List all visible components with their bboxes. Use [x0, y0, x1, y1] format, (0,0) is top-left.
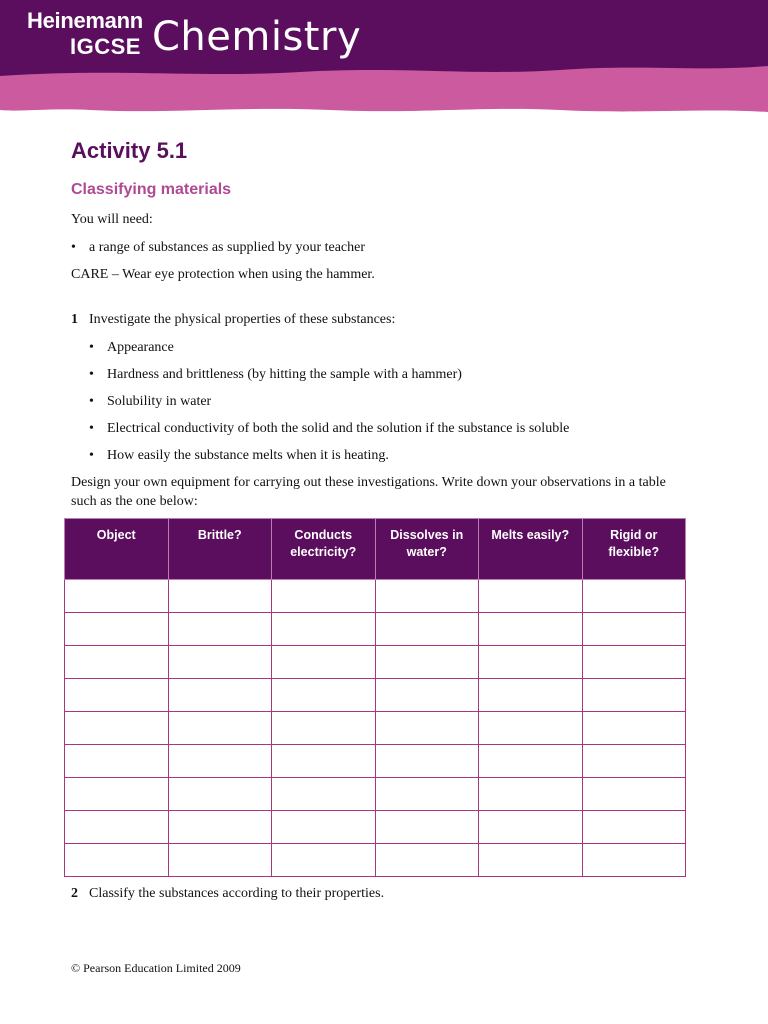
design-instructions: Design your own equipment for carrying out these investigations. Write down your observations in a table such as the one below:	[71, 475, 666, 509]
table-row	[65, 712, 686, 745]
table-cell	[65, 646, 169, 679]
table-cell	[272, 778, 376, 811]
table-cell	[272, 580, 376, 613]
table-row	[65, 613, 686, 646]
column-header: Dissolves in water?	[375, 519, 479, 580]
care-note: CARE – Wear eye protection when using the hammer.	[71, 267, 375, 282]
table-cell	[168, 580, 272, 613]
table-cell	[375, 844, 479, 877]
table-cell	[582, 844, 686, 877]
table-row	[65, 679, 686, 712]
bullet-icon: •	[89, 448, 94, 463]
column-header: Rigid or flexible?	[582, 519, 686, 580]
table-row	[65, 646, 686, 679]
question-text: Classify the substances according to their properties.	[89, 886, 385, 901]
copyright: © Pearson Education Limited 2009	[71, 961, 241, 975]
table-cell	[168, 679, 272, 712]
bullet-icon: •	[89, 394, 94, 409]
table-cell	[582, 679, 686, 712]
activity-subtitle: Classifying materials	[71, 181, 232, 198]
table-cell	[479, 811, 583, 844]
table-cell	[375, 679, 479, 712]
table-cell	[582, 646, 686, 679]
table-cell	[168, 844, 272, 877]
table-cell	[479, 646, 583, 679]
needs-item-text: a range of substances as supplied by your teacher	[89, 240, 366, 255]
property-item: • Electrical conductivity of both the solid and the solution if the substance is soluble	[89, 421, 570, 436]
table-cell	[168, 811, 272, 844]
table-row	[65, 811, 686, 844]
property-item: • Appearance	[89, 340, 174, 355]
table-cell	[65, 844, 169, 877]
table-cell	[582, 613, 686, 646]
brand-series: IGCSE	[70, 34, 141, 59]
question-number: 1	[71, 312, 78, 327]
bullet-icon: •	[89, 367, 94, 382]
table-row	[65, 745, 686, 778]
table-cell	[582, 778, 686, 811]
table-cell	[375, 613, 479, 646]
table-cell	[272, 712, 376, 745]
table-cell	[65, 679, 169, 712]
table-cell	[479, 844, 583, 877]
column-header: Melts easily?	[479, 519, 583, 580]
subject-title: Chemistry	[152, 14, 362, 60]
table-cell	[168, 778, 272, 811]
bullet-icon: •	[89, 421, 94, 436]
table-cell	[65, 745, 169, 778]
table-header-row	[65, 519, 686, 580]
table-cell	[272, 613, 376, 646]
table-cell	[479, 613, 583, 646]
brand-name: Heinemann	[27, 8, 143, 33]
column-header: Conducts electricity?	[272, 519, 376, 580]
property-item: • Hardness and brittleness (by hitting the sample with a hammer)	[89, 367, 462, 382]
property-item: • Solubility in water	[89, 394, 212, 409]
table-cell	[168, 745, 272, 778]
property-item: • How easily the substance melts when it is heating.	[89, 448, 389, 463]
table-cell	[272, 811, 376, 844]
table-cell	[65, 712, 169, 745]
observation-table	[64, 518, 686, 877]
table-cell	[168, 613, 272, 646]
activity-title: Activity 5.1	[71, 138, 188, 163]
table-cell	[479, 745, 583, 778]
table-cell	[168, 712, 272, 745]
table-cell	[272, 844, 376, 877]
table-cell	[375, 646, 479, 679]
question-1	[71, 310, 395, 329]
table-cell	[375, 580, 479, 613]
table-cell	[375, 778, 479, 811]
bullet-icon: •	[89, 340, 94, 355]
table-cell	[375, 811, 479, 844]
table-cell	[479, 712, 583, 745]
header-banner	[0, 0, 768, 115]
table-cell	[582, 712, 686, 745]
table-cell	[65, 778, 169, 811]
needs-item	[71, 238, 365, 257]
table-cell	[272, 745, 376, 778]
table-cell	[582, 745, 686, 778]
table-cell	[65, 580, 169, 613]
table-row	[65, 844, 686, 877]
table-cell	[272, 679, 376, 712]
table-cell	[168, 646, 272, 679]
table-cell	[582, 580, 686, 613]
table-cell	[479, 679, 583, 712]
table-cell	[479, 778, 583, 811]
bullet-icon: •	[71, 240, 76, 255]
column-header: Brittle?	[168, 519, 272, 580]
table-cell	[375, 745, 479, 778]
table-cell	[272, 646, 376, 679]
table-cell	[65, 613, 169, 646]
you-will-need: You will need:	[71, 212, 153, 227]
table-cell	[582, 811, 686, 844]
table-cell	[65, 811, 169, 844]
question-number: 2	[71, 886, 78, 901]
table-row	[65, 580, 686, 613]
table-cell	[375, 712, 479, 745]
table-row	[65, 778, 686, 811]
table-cell	[479, 580, 583, 613]
question-2	[71, 884, 384, 903]
column-header: Object	[65, 519, 169, 580]
question-text: Investigate the physical properties of these substances:	[89, 312, 396, 327]
